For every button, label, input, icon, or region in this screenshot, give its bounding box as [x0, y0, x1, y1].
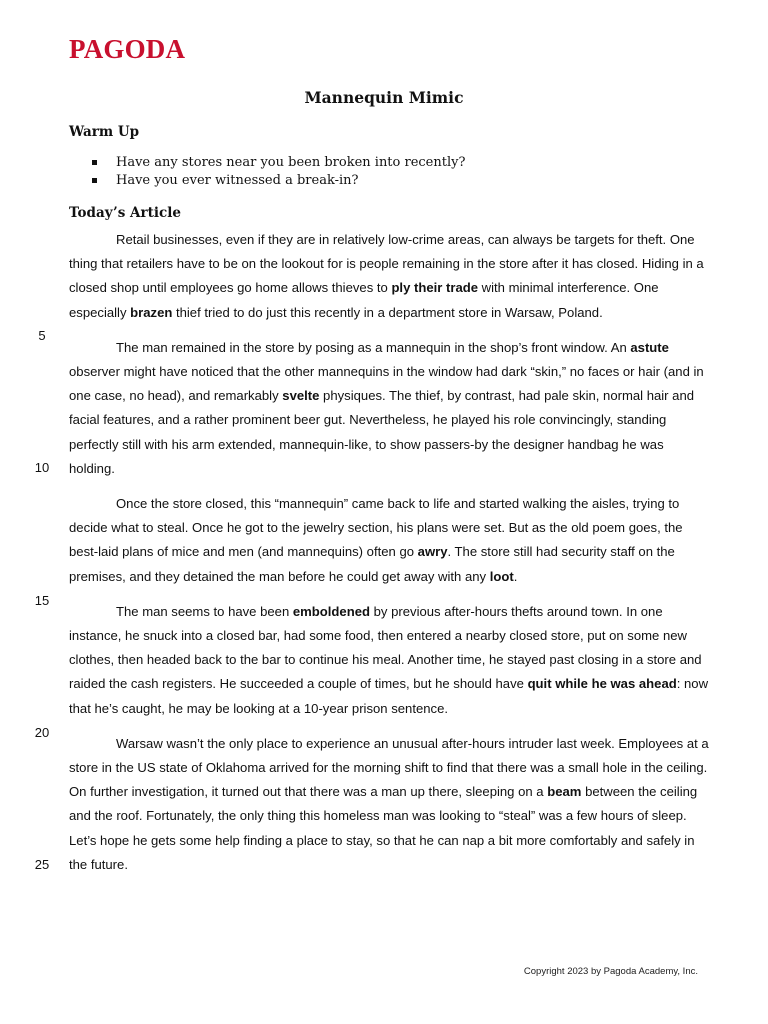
- article-text: physiques. The thief, by contrast, had pale skin, normal hair and facial features, and a rather prominent beer gut. Nevertheless, he played his role convincingly, standing perfectly still with his arm extended, mannequin-like, to show passers-by the designer handbag he was holding.: [69, 388, 695, 476]
- list-item: [92, 172, 465, 190]
- vocab-term: awry: [417, 544, 448, 560]
- bullet-icon: [92, 160, 97, 165]
- article-body: [69, 228, 709, 888]
- article-text: Warsaw wasn’t the only place to experience an unusual after-hours intruder last week. Employees at a store in the US state of Oklahoma arrived for the morning shift to find that there was a small hole in the ceiling. On further investigation, it turned out that there was a man up there, sleeping on a: [69, 735, 709, 800]
- vocab-term: emboldened: [292, 603, 370, 619]
- line-number: 10: [34, 460, 50, 475]
- vocab-term: ply their trade: [391, 280, 479, 296]
- copyright-notice: Copyright 2023 by Pagoda Academy, Inc.: [523, 966, 698, 977]
- line-number: 5: [38, 328, 46, 343]
- article-text: observer might have noticed that the other mannequins in the window had dark “skin,” no faces or hair (and in one case, no head), and remarkably: [69, 364, 704, 404]
- bullet-icon: [92, 178, 97, 183]
- article-text: .: [513, 568, 518, 584]
- list-item: [92, 154, 465, 172]
- article-paragraph: [69, 492, 709, 589]
- article-text: with minimal interference. One especially: [69, 280, 659, 320]
- article-paragraph: [69, 336, 709, 481]
- pagoda-logo: PAGODA: [69, 34, 186, 64]
- vocab-term: svelte: [282, 388, 320, 404]
- warm-up-question: Have you ever witnessed a break-in?: [116, 173, 359, 188]
- article-text: The man remained in the store by posing as a mannequin in the shop’s front window. An: [116, 339, 631, 355]
- article-text: by previous after-hours thefts around town. In one instance, he snuck into a closed bar, had some food, then entered a nearby closed store, put on some new clothes, then headed back to the bar to continue his meal. Another time, he stayed past closing in a store and raided the cash registers. He succeeded a couple of times, but he should have: [69, 603, 702, 692]
- article-text: between the ceiling and the roof. Fortunately, the only thing this homeless man was looking to “steal” was a few hours of sleep. Let’s hope he gets some help finding a place to stay, so that he can nap a bit more comfortably and safely in the future.: [69, 784, 698, 872]
- vocab-term: astute: [630, 339, 669, 355]
- article-paragraph: [69, 228, 709, 325]
- article-text: : now that he’s caught, he may be looking at a 10-year prison sentence.: [69, 676, 709, 716]
- vocab-term: brazen: [130, 304, 173, 320]
- page-title: Mannequin Mimic: [304, 88, 464, 107]
- article-text: Retail businesses, even if they are in relatively low-crime areas, can always be targets for theft. One thing that retailers have to be on the lookout for is people remaining in the store after it has closed. Hiding in a closed shop until employees go home allows thieves to: [69, 232, 704, 296]
- vocab-term: beam: [547, 784, 582, 800]
- warm-up-question: Have any stores near you been broken into recently?: [116, 155, 466, 170]
- line-number: 25: [34, 857, 50, 872]
- warm-up-heading: Warm Up: [69, 124, 140, 140]
- article-heading: Today’s Article: [69, 205, 181, 221]
- article-text: Once the store closed, this “mannequin” came back to life and started walking the aisles, trying to decide what to steal. Once he got to the jewelry section, his plans were set. But as the old poem goes, the best-laid plans of mice and men (and mannequins) often go: [69, 496, 683, 560]
- article-paragraph: [69, 600, 709, 721]
- warm-up-list: [92, 154, 465, 190]
- article-text: thief tried to do just this recently in a department store in Warsaw, Poland.: [172, 304, 603, 320]
- article-text: The man seems to have been: [116, 603, 293, 619]
- line-number: 20: [34, 725, 50, 740]
- article-paragraph: [69, 732, 709, 877]
- vocab-term: loot: [489, 568, 514, 584]
- article-text: . The store still had security staff on the premises, and they detained the man before he could get away with any: [69, 544, 675, 584]
- vocab-term: quit while he was ahead: [527, 676, 677, 692]
- line-number: 15: [34, 593, 50, 608]
